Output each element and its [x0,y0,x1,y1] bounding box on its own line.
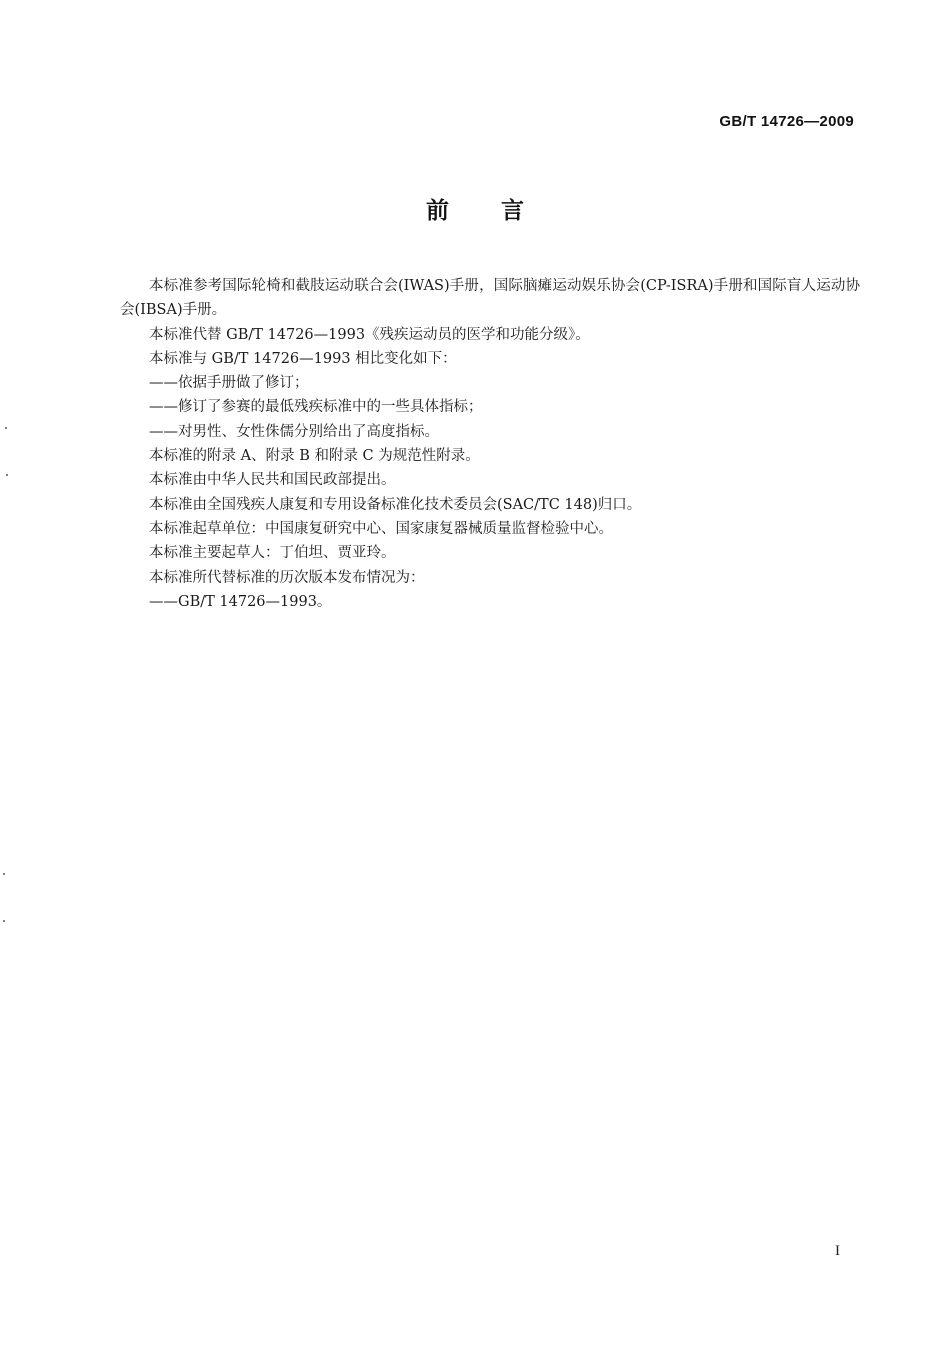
scan-artifact [3,873,5,875]
paragraph: 本标准参考国际轮椅和截肢运动联合会(IWAS)手册，国际脑瘫运动娱乐协会(CP-ISRA)手册和国际盲人运动协会(IBSA)手册。 [120,278,860,319]
list-item: ——修订了参赛的最低残疾标准中的一些具体指标； [149,399,483,416]
scan-artifact [3,920,5,922]
paragraph: 本标准代替 GB/T 14726—1993《残疾运动员的医学和功能分级》。 [149,326,590,343]
paragraph: 本标准的附录 A、附录 B 和附录 C 为规范性附录。 [149,448,480,465]
foreword-body [120,274,860,614]
page-number: I [835,1243,840,1259]
paragraph: 本标准主要起草人：丁伯坦、贾亚玲。 [149,545,396,562]
paragraph: 本标准所代替标准的历次版本发布情况为： [149,569,425,586]
paragraph: 本标准由全国残疾人康复和专用设备标准化技术委员会(SAC/TC 148)归口。 [149,496,642,513]
page-title: 前言 [426,198,576,224]
scan-artifact [5,427,7,429]
paragraph: 本标准由中华人民共和国民政部提出。 [149,472,396,489]
list-item: ——GB/T 14726—1993。 [149,593,332,610]
paragraph: 本标准与 GB/T 14726—1993 相比变化如下： [149,350,457,367]
list-item: ——依据手册做了修订； [149,375,309,392]
list-item: ——对男性、女性侏儒分别给出了高度指标。 [149,423,439,440]
scan-artifact [6,474,8,476]
standard-code: GB/T 14726—2009 [719,113,854,130]
paragraph: 本标准起草单位：中国康复研究中心、国家康复器械质量监督检验中心。 [149,520,613,537]
